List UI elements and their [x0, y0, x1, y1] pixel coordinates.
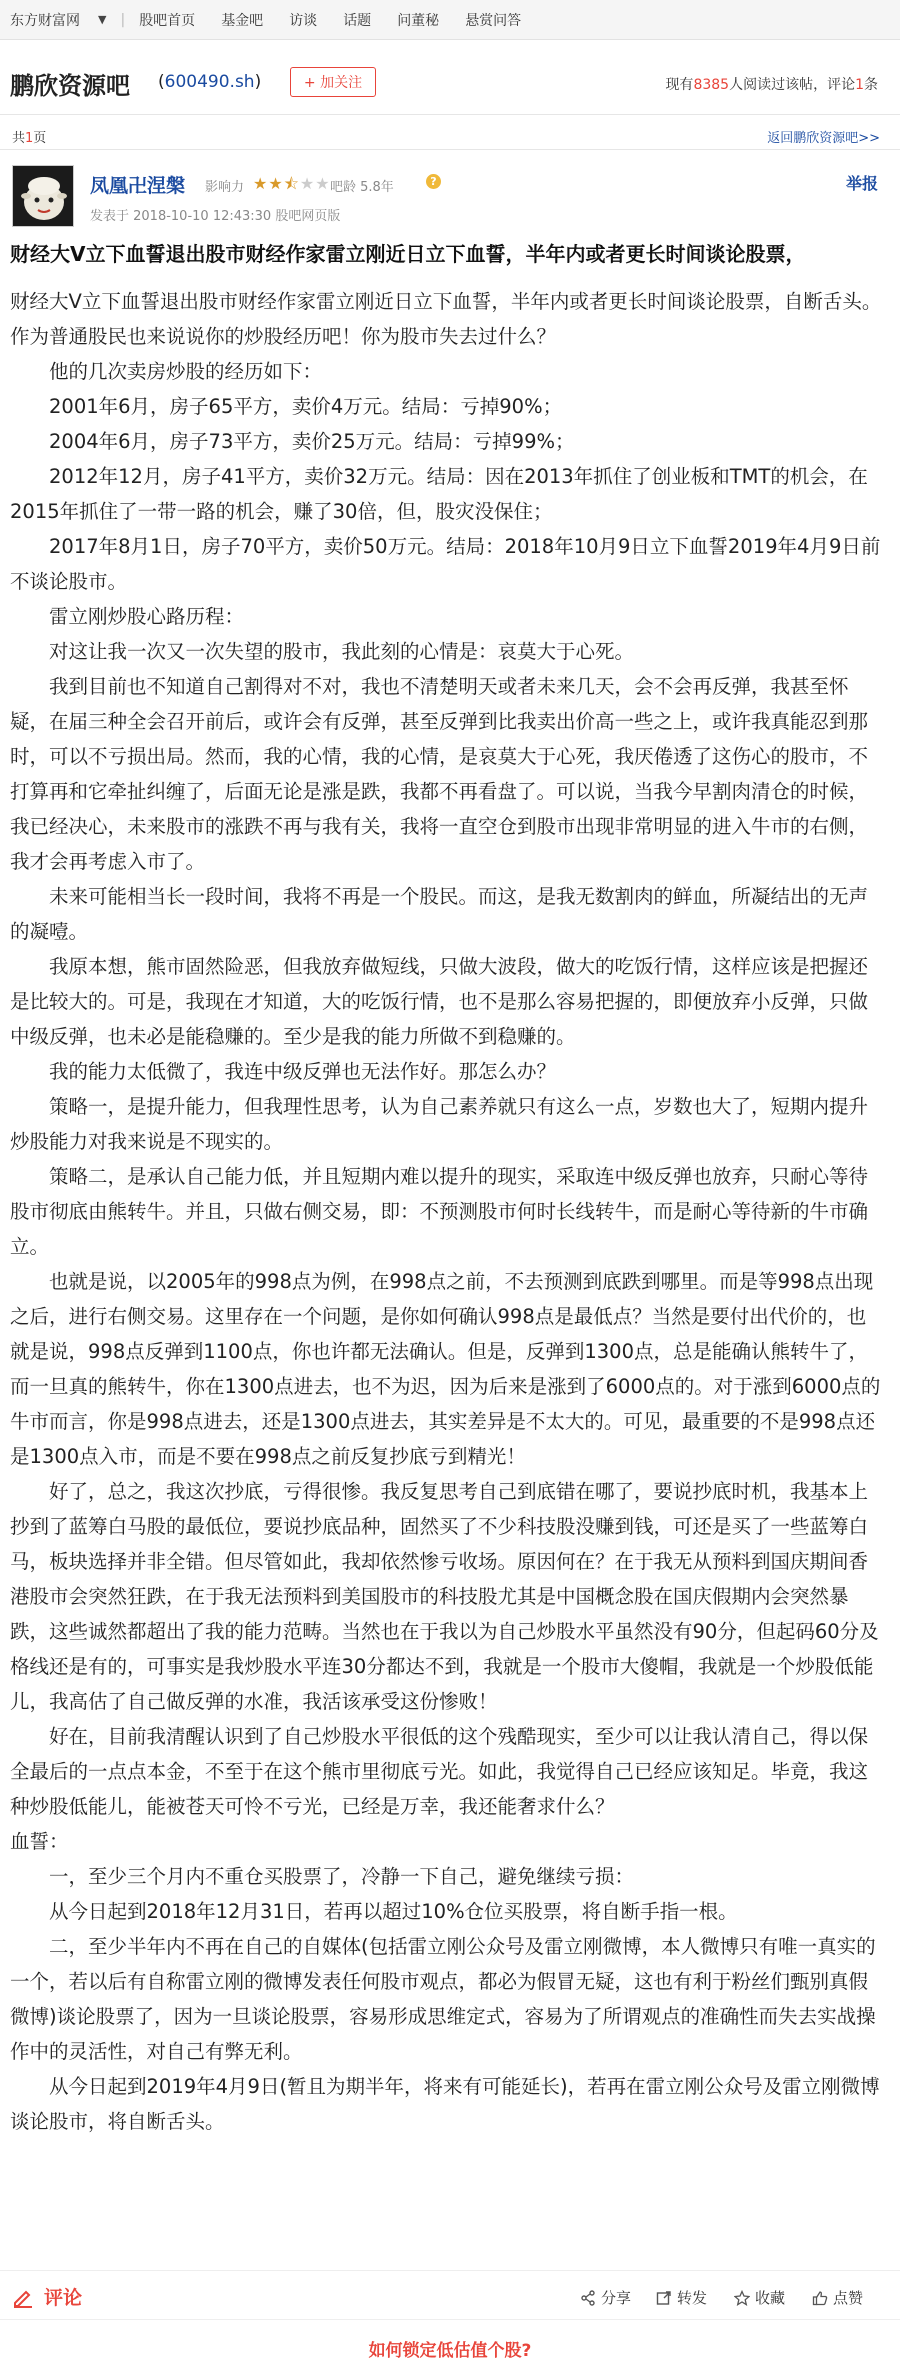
like-label: 点赞 [833, 2289, 864, 2307]
stats-mid: 人阅读过该帖，评论 [729, 77, 856, 93]
post-paragraph: 雷立刚炒股心路历程： [49, 605, 245, 628]
post-paragraph: 一，至少三个月内不重仓买股票了，冷静一下自己，避免继续亏损： [49, 1865, 635, 1888]
page-count [12, 127, 46, 146]
post-paragraph: 策略二，是承认自己能力低，并且短期内难以提升的现实，采取连中级反弹也放弃，只耐心等待股市彻底由熊转牛。并且，只做右侧交易，即：不预测股市何时长线转牛，而是耐心等待新的牛市确立。 [10, 1165, 869, 1258]
page-suffix: 页 [33, 131, 47, 146]
rating-star-icon: ★ [268, 174, 284, 193]
repost-icon [656, 2290, 672, 2306]
influence-rating [253, 173, 331, 200]
post-paragraph: 我原本想，熊市固然险恶，但我放弃做短线，只做大波段，做大的吃饭行情，这样应该是把握还是比较大的。可是，我现在才知道，大的吃饭行情，也不是那么容易把握的，即便放弃小反弹，只做中级反弹，也未必是能稳赚的。至少是我的能力所做不到稳赚的。 [10, 955, 869, 1048]
post-paragraph: 我的能力太低微了，我连中级反弹也无法作好。那怎么办？ [49, 1060, 557, 1083]
post-paragraph: 未来可能相当长一段时间，我将不再是一个股民。而这，是我无数割肉的鲜血，所凝结出的无声的凝噎。 [10, 885, 869, 943]
post-stats [665, 74, 878, 94]
post-paragraph: 2001年6月，房子65平方，卖价4万元。结局：亏掉90%； [49, 395, 563, 418]
bar-age: 吧龄 5.8年 [330, 180, 394, 195]
share-button[interactable] [580, 2287, 631, 2308]
thumbs-up-icon [812, 2290, 828, 2306]
promo-link[interactable]: 如何锁定低估值个股? [368, 2341, 532, 2361]
influence-label: 影响力 [205, 180, 245, 195]
comment-count: 1 [855, 77, 864, 93]
stats-suffix: 条 [864, 77, 878, 93]
back-to-bar-link[interactable]: 返回鹏欣资源吧>> [767, 131, 880, 146]
site-brand-link[interactable]: 东方财富网 [10, 12, 80, 29]
help-icon[interactable]: ? [426, 174, 441, 189]
post-paragraph: 2004年6月，房子73平方，卖价25万元。结局：亏掉99%； [49, 430, 575, 453]
post-meta: 发表于 2018-10-10 12:43:30 股吧网页版 [90, 209, 341, 224]
pencil-icon [12, 2286, 34, 2308]
comment-label: 评论 [44, 2287, 83, 2309]
post-paragraph: 2012年12月，房子41平方，卖价32万元。结局：因在2013年抓住了创业板和TMT的机会，在2015年抓住了一带一路的机会，赚了30倍，但，股灾没保住； [10, 465, 868, 523]
post-paragraph: 也就是说，以2005年的998点为例，在998点之前，不去预测到底跌到哪里。而是等998点出现之后，进行右侧交易。这里存在一个问题，是你如何确认998点是最低点？当然是要付出代价的，也就是说，998点反弹到1100点，你也许都无法确认。但是，反弹到1300点，总是能确认熊转牛了，而一旦真的熊转牛，你在1300点进去，也不为迟，因为后来是涨到了6000点的。对于涨到6000点的牛市而言，你是998点进去，还是1300点进去，其实差异是不太大的。可见，最重要的不是998点还是1300点入市，而是不要在998点之前反复抄底亏到精光！ [10, 1270, 881, 1468]
rating-star-icon: ★ [253, 174, 269, 193]
post-paragraph: 血誓： [10, 1830, 69, 1853]
post-paragraph: 从今日起到2019年4月9日(暂且为期半年，将来有可能延长)，若再在雷立刚公众号及雷立刚微博谈论股市，将自断舌头。 [10, 2075, 880, 2133]
post-body [10, 284, 885, 2139]
post-paragraph: 我到目前也不知道自己割得对不对，我也不清楚明天或者未来几天，会不会再反弹，我甚至怀疑，在届三种全会召开前后，或许会有反弹，甚至反弹到比我卖出价高一些之上，或许我真能忍到那时，可以不亏损出局。然而，我的心情，我的心情，是哀莫大于心死，我厌倦透了这伤心的股市，不打算再和它牵扯纠缠了，后面无论是涨是跌，我都不再看盘了。可以说，当我今早割肉清仓的时候，我已经决心，未来股市的涨跌不再与我有关，我将一直空仓到股市出现非常明显的进入牛市的右侧，我才会再考虑入市了。 [10, 675, 869, 873]
bar-header [0, 40, 900, 115]
author-info [0, 155, 900, 235]
favorite-button[interactable] [734, 2287, 785, 2308]
comment-button[interactable] [12, 2283, 82, 2310]
nav-link-guba-home[interactable]: 股吧首页 [139, 12, 196, 29]
bar-title[interactable]: 鹏欣资源吧 [10, 72, 130, 100]
like-button[interactable] [812, 2287, 863, 2308]
nav-link-fund-bar[interactable]: 基金吧 [221, 12, 264, 29]
page-number: 1 [25, 131, 34, 146]
nav-link-topics[interactable]: 话题 [343, 12, 372, 29]
top-nav-bar [0, 0, 900, 40]
stats-prefix: 现有 [665, 77, 694, 93]
post-paragraph: 对这让我一次又一次失望的股市，我此刻的心情是：哀莫大于心死。 [49, 640, 635, 663]
post-paragraph: 他的几次卖房炒股的经历如下： [49, 360, 323, 383]
post-paragraph: 策略一，是提升能力，但我理性思考，认为自己素养就只有这么一点，岁数也大了，短期内提升炒股能力对我来说是不现实的。 [10, 1095, 869, 1153]
post-paragraph: 财经大V立下血誓退出股市财经作家雷立刚近日立下血誓，半年内或者更长时间谈论股票，自断舌头。作为普通股民也来说说你的炒股经历吧！你为股市失去过什么？ [10, 290, 882, 348]
nav-link-interview[interactable]: 访谈 [289, 12, 318, 29]
share-label: 分享 [601, 2289, 632, 2307]
report-link[interactable]: 举报 [845, 174, 878, 193]
post-paragraph: 二，至少半年内不再在自己的自媒体(包括雷立刚公众号及雷立刚微博，本人微博只有唯一真实的一个，若以后有自称雷立刚的微博发表任何股市观点，都必为假冒无疑，这也有利于粉丝们甄别真假微博)谈论股票了，因为一旦谈论股票，容易形成思维定式，容易为了所谓观点的准确性而失去实战操作中的灵活性，对自己有弊无利。 [10, 1935, 876, 2063]
read-count: 8385 [693, 77, 730, 93]
post-paragraph: 2017年8月1日，房子70平方，卖价50万元。结局：2018年10月9日立下血誓2019年4月9日前不谈论股市。 [10, 535, 881, 593]
share-icon [580, 2290, 596, 2306]
post-paragraph: 好在，目前我清醒认识到了自己炒股水平很低的这个残酷现实，至少可以让我认清自己，得以保全最后的一点点本金，不至于在这个熊市里彻底亏光。如此，我觉得自己已经应该知足。毕竟，我这种炒股低能儿，能被苍天可怜不亏光，已经是万幸，我还能奢求什么？ [10, 1725, 869, 1818]
author-name[interactable]: 凤凰卍涅槃 [90, 175, 186, 197]
favorite-label: 收藏 [755, 2289, 786, 2307]
post-paragraph: 从今日起到2018年12月31日，若再以超过10%仓位买股票，将自断手指一根。 [49, 1900, 738, 1923]
nav-divider: | [120, 11, 126, 28]
post-title: 财经大V立下血誓退出股市财经作家雷立刚近日立下血誓，半年内或者更长时间谈论股票， [10, 242, 806, 266]
rating-star-icon: ⯪ [283, 174, 300, 193]
stock-code-link[interactable]: 600490.sh [164, 72, 255, 92]
repost-button[interactable] [656, 2287, 707, 2308]
stock-code: (600490.sh) [158, 72, 262, 92]
nav-link-ask-secretary[interactable]: 问董秘 [397, 12, 440, 29]
page-prefix: 共 [12, 131, 26, 146]
rating-star-icon: ★ [299, 174, 316, 193]
action-bar [0, 2270, 900, 2320]
repost-label: 转发 [677, 2289, 708, 2307]
pagination-row [0, 115, 900, 150]
avatar[interactable] [12, 165, 74, 227]
chevron-down-icon[interactable]: ▼ [98, 13, 107, 26]
post-paragraph: 好了，总之，我这次抄底，亏得很惨。我反复思考自己到底错在哪了，要说抄底时机，我基本上抄到了蓝筹白马股的最低位，要说抄底品种，固然买了不少科技股没赚到钱，可还是买了一些蓝筹白马，板块选择并非全错。但尽管如此，我却依然惨亏收场。原因何在？在于我无从预料到国庆期间香港股市会突然狂跌，在于我无法预料到美国股市的科技股尤其是中国概念股在国庆假期内会突然暴跌，这些诚然都超出了我的能力范畴。当然也在于我以为自己炒股水平虽然没有90分，但起码60分及格线还是有的，可事实是我炒股水平连30分都达不到，我就是一个股市大傻帽，我就是一个炒股低能儿，我高估了自己做反弹的水准，我活该承受这份惨败！ [10, 1480, 879, 1713]
star-icon [734, 2290, 750, 2306]
nav-link-bounty-qa[interactable]: 悬赏问答 [465, 12, 522, 29]
follow-button[interactable]: + 加关注 [290, 67, 376, 97]
rating-star-icon: ★ [315, 174, 331, 193]
